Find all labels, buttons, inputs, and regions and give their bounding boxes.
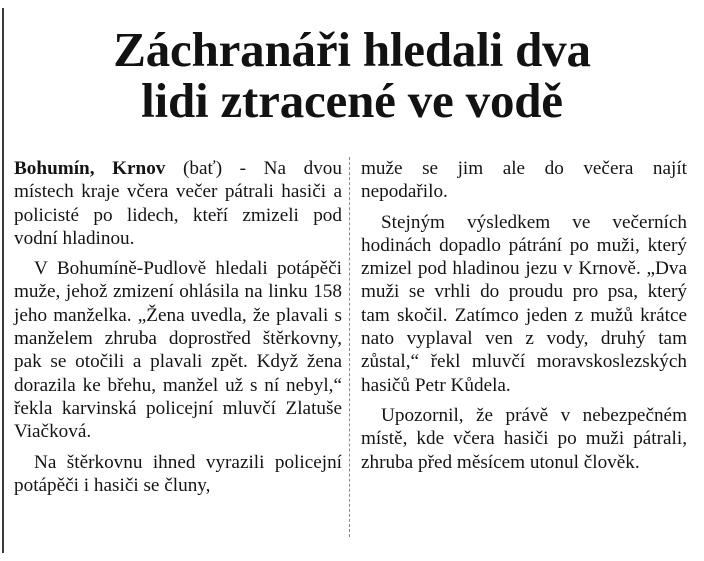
headline-line-1: Záchranáři hledali dva <box>113 22 591 77</box>
paragraph-1 <box>14 157 342 250</box>
column-divider <box>349 157 350 537</box>
paragraph-1-text: Na dvou místech kraje včera večer pátrali hasiči a policisté po lidech, kteří zmizeli pod vodní hladinou. <box>14 158 342 249</box>
page-edge-rule <box>2 8 4 553</box>
byline: (bať) - <box>165 158 264 179</box>
headline-line-2: lidi ztracené ve vodě <box>141 73 563 128</box>
paragraph-4: Stejným výsledkem ve večerních hodinách dopadlo pátrání po muži, který zmizel pod hladinou jezu v Krnově. „Dva muži se vrhli do proudu pro psa, který tam skočil. Zatímco jeden z mužů krátce nato vyplaval ven z vody, druhý tam zůstal,“ řekl mluvčí moravskoslezských hasičů Petr Kůdela. <box>361 211 687 396</box>
dateline: Bohumín, Krnov <box>14 158 166 179</box>
paragraph-3-continued: muže se jim ale do večera najít nepodařilo. <box>361 158 687 203</box>
paragraph-2: V Bohumíně-Pudlově hledali potápěči muže, jehož zmizení ohlásila na linku 158 jeho manželka. „Žena uvedla, že plavali s manželem zhruba doprostřed štěrkovny, pak se otočili a plavali zpět. Když žena dorazila ke břehu, manžel už s ní nebyl,“ řekla karvinská policejní mluvčí Zlatuše Viačková. <box>14 258 342 443</box>
article-column-left <box>14 157 342 504</box>
article-headline <box>18 24 686 126</box>
paragraph-5: Upozornil, že právě v nebezpečném místě, kde včera hasiči po muži pátrali, zhruba před měsícem utonul člověk. <box>361 404 687 473</box>
article-column-right <box>361 157 687 481</box>
paragraph-3: Na štěrkovnu ihned vyrazili policejní potápěči i hasiči se čluny, <box>14 451 342 496</box>
